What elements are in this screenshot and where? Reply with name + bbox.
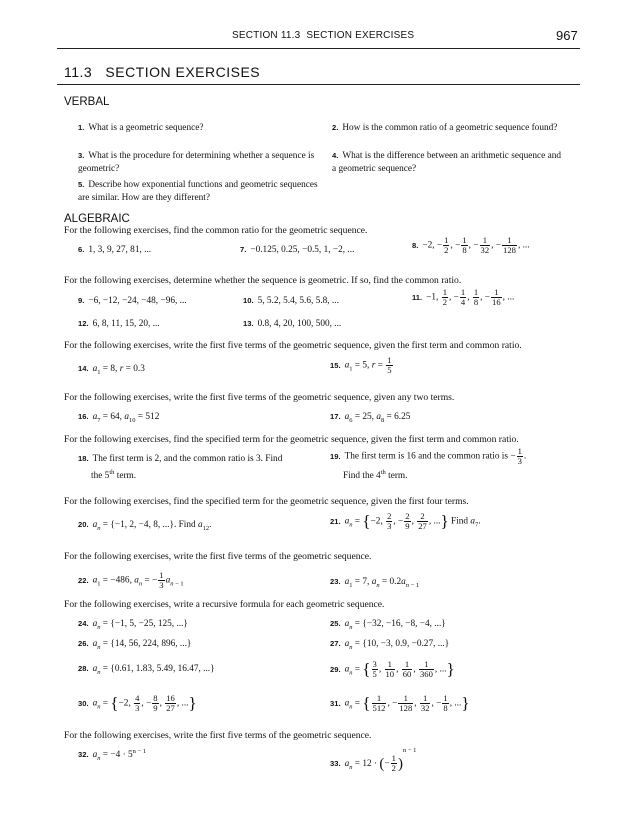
value-a10: 512 xyxy=(145,412,160,422)
exercise-number: 19. xyxy=(330,451,341,461)
value-a1: −486 xyxy=(110,575,130,586)
exercise-number: 22. xyxy=(78,575,89,585)
exercise-text: term. xyxy=(116,471,137,482)
exercise-number: 21. xyxy=(330,516,341,526)
running-head-title: SECTION EXERCISES xyxy=(306,30,415,41)
section-number: 11.3 xyxy=(64,64,93,80)
exercise-number: 5. xyxy=(78,180,85,189)
exercise-number: 11. xyxy=(412,292,423,302)
instruction-6: For the following exercises, find the specified term for the geometric sequence, given the first four terms. xyxy=(64,496,469,507)
term-index: 7 xyxy=(475,521,479,529)
coefficient: 0.2 xyxy=(389,577,402,587)
exercise-number: 10. xyxy=(243,296,254,305)
exercise-13 xyxy=(243,317,341,331)
exercise-10 xyxy=(243,294,339,308)
value-a6: 25 xyxy=(362,412,372,422)
exercise-27: 27. $a_n = \{10$, −3, 0.9, −0.27, ...} xyxy=(330,639,450,651)
exercise-26: 26. $a_n = \{14$, 56, 224, 896, ...} xyxy=(78,639,192,651)
instruction-4: For the following exercises, write the first five terms of the geometric sequence, given any two terms. xyxy=(64,392,455,403)
exercise-25: 25. $a_n = \{-32$, −16, −8, −4, ...} xyxy=(330,619,446,631)
exercise-text: The first term is 16 and the common ratio is xyxy=(344,451,508,462)
exercise-number: 12. xyxy=(78,319,89,328)
exercise-5 xyxy=(78,178,323,205)
exercise-text: How is the common ratio of a geometric sequence found? xyxy=(342,123,558,133)
exercise-29: 29. $a_n$ = { $\frac{3}{5}$ , $\frac{1}{10}$ , $\frac{1}{60}$ , $\frac{1}{360}$ , ...} xyxy=(330,659,455,679)
exercise-number: 9. xyxy=(78,296,85,305)
exercise-text: What is a geometric sequence? xyxy=(88,123,204,133)
exercise-number: 23. xyxy=(330,577,341,586)
verbal-heading: VERBAL xyxy=(64,96,110,108)
exercise-number: 8. xyxy=(412,240,419,250)
running-head-section: SECTION 11.3 xyxy=(232,30,301,41)
exercise-text: Find the 4 xyxy=(343,471,381,482)
exercise-text: 5, 5.2, 5.4, 5.6, 5.8, ... xyxy=(257,296,339,306)
exercise-number: 7. xyxy=(240,245,247,254)
exercise-text: 0.8, 4, 20, 100, 500, ... xyxy=(257,319,342,329)
exercise-20: 20. $a_n = \{-1$, 2, −4, 8, ...}. Find $a_{12}$. xyxy=(78,520,212,532)
exercise-8: 8. −2, − $\frac{1}{2}$ , − $\frac{1}{8}$ , − $\frac{1}{32}$ , − $\frac{1}{128}$ , ... xyxy=(412,235,530,255)
exercise-30: 30. $a_n = \{-2$, $\frac{4}{3}$ , − $\frac{8}{9}$ , $\frac{16}{27}$ , ...} xyxy=(78,693,197,713)
exercise-9 xyxy=(78,294,187,308)
exercise-31: 31. $a_n$ = { $\frac{1}{512}$ , − $\frac{1}{128}$ , $\frac{1}{32}$ , − $\frac{1}{8}$ , ...} xyxy=(330,693,470,713)
find-label: Find xyxy=(178,520,196,530)
exercise-text: the 5 xyxy=(91,471,110,482)
exercise-text: The first term is 2, and the common ratio is 3. Find xyxy=(92,454,283,464)
value-a1: 7 xyxy=(362,577,368,587)
term-index: 12 xyxy=(202,524,210,532)
exercise-28: 28. $a_n = \{0.61$, 1.83, 5.49, 16.47, ...} xyxy=(78,664,215,676)
exercise-number: 18. xyxy=(78,454,89,463)
exercise-23: 23. $a_1 = 7$, $a_n = 0.2a_{n - 1}$ xyxy=(330,577,420,589)
exercise-text: term. xyxy=(388,471,408,482)
exercise-3 xyxy=(78,149,318,176)
exercise-text: What is the procedure for determining whether a sequence is geometric? xyxy=(78,151,315,174)
exercise-33: 33. $a_n = 12$ · (− $\frac{1}{2}$ )$^{n - 1}$ xyxy=(330,747,417,774)
exercise-number: 31. xyxy=(330,698,341,708)
instruction-8: For the following exercises, write a recursive formula for each geometric sequence. xyxy=(64,599,385,610)
instruction-3: For the following exercises, write the first five terms of the geometric sequence, given the first term and common ratio. xyxy=(64,340,522,351)
exercise-4 xyxy=(332,149,562,176)
exercise-number: 27. xyxy=(330,639,341,648)
exercise-22: 22. $a_1 = -486$, $a_n$ = − $\frac{1}{3}$ $a_{n - 1}$ xyxy=(78,570,184,590)
exponent: n − 1 xyxy=(402,747,417,754)
exercise-11: 11. −1, $\frac{1}{2}$ , − $\frac{1}{4}$ , $\frac{1}{8}$ , − $\frac{1}{16}$ , ... xyxy=(412,287,515,307)
exercise-17: 17. $a_6 = 25$, $a_8 = 6.25$ xyxy=(330,412,411,424)
exercise-number: 28. xyxy=(78,664,89,673)
instruction-2: For the following exercises, determine whether the sequence is geometric. If so, find the common ratio. xyxy=(64,275,462,286)
value-a7: 64 xyxy=(110,412,120,422)
sequence-set: {−32, −16, −8, −4, ...} xyxy=(362,619,446,629)
section-title xyxy=(64,64,260,80)
instruction-1: For the following exercises, find the common ratio for the geometric sequence. xyxy=(64,225,368,236)
exercise-number: 32. xyxy=(78,750,89,760)
expression: 12 · xyxy=(362,759,378,769)
exercise-15: 15. $a_1 = 5$, r = $\frac{1}{5}$ xyxy=(330,355,392,375)
exercise-text: 6, 8, 11, 15, 20, ... xyxy=(92,319,160,329)
exercise-number: 20. xyxy=(78,520,89,529)
exponent: n − 1 xyxy=(132,748,147,755)
find-label: Find xyxy=(450,516,469,527)
value-a8: 6.25 xyxy=(394,412,411,422)
sequence-set: {14, 56, 224, 896, ...} xyxy=(110,639,192,649)
exercise-number: 30. xyxy=(78,698,89,708)
section-rule xyxy=(57,84,580,85)
exercise-number: 26. xyxy=(78,639,89,648)
value-a1: 5 xyxy=(362,360,368,371)
ordinal-suffix: th xyxy=(380,469,386,476)
exercise-text: Describe how exponential functions and geometric sequences are similar. How are they different? xyxy=(78,180,318,203)
instruction-5: For the following exercises, find the specified term for the geometric sequence, given the first term and common ratio. xyxy=(64,434,519,445)
sequence-set: {−1, 2, −4, 8, ...} xyxy=(110,520,174,530)
exercise-number: 4. xyxy=(332,151,339,160)
exercise-text: −6, −12, −24, −48, −96, ... xyxy=(88,296,187,306)
sequence-set: {10, −3, 0.9, −0.27, ...} xyxy=(362,639,450,649)
instruction-7: For the following exercises, write the first five terms of the geometric sequence. xyxy=(64,551,372,562)
top-rule xyxy=(57,48,580,49)
exercise-number: 25. xyxy=(330,619,341,628)
value-r: 0.3 xyxy=(133,364,145,374)
exercise-text: −0.125, 0.25, −0.5, 1, −2, ... xyxy=(250,245,355,255)
instruction-9: For the following exercises, write the first five terms of the geometric sequence. xyxy=(64,730,372,741)
exercise-number: 13. xyxy=(243,319,254,328)
exercise-2 xyxy=(332,121,572,135)
exercise-12 xyxy=(78,317,160,331)
algebraic-heading: ALGEBRAIC xyxy=(64,213,130,225)
exercise-6 xyxy=(78,243,151,257)
exercise-number: 14. xyxy=(78,364,89,373)
exercise-number: 33. xyxy=(330,759,341,768)
exercise-24: 24. $a_n = \{-1$, 5, −25, 125, ...} xyxy=(78,619,188,631)
exercise-text: 1, 3, 9, 27, 81, ... xyxy=(88,245,152,255)
exercise-number: 24. xyxy=(78,619,89,628)
exercise-number: 29. xyxy=(330,664,341,674)
exercise-number: 3. xyxy=(78,151,85,160)
exercise-7 xyxy=(240,243,354,257)
running-head xyxy=(232,30,414,41)
page-number: 967 xyxy=(556,28,578,43)
exercise-number: 6. xyxy=(78,245,85,254)
exercise-1 xyxy=(78,121,203,135)
sequence-set: {−1, 5, −25, 125, ...} xyxy=(110,619,188,629)
exercise-number: 15. xyxy=(330,360,341,370)
value-a1: 8 xyxy=(110,364,116,374)
exercise-21: 21. $a_n = \{-2$, $\frac{2}{3}$ , − $\frac{2}{9}$ , $\frac{2}{27}$ , ...} Find $a_7$. xyxy=(330,511,481,531)
exercise-32: 32. $a_n = -4 \cdot 5^{n - 1}$ xyxy=(78,748,147,762)
ordinal-suffix: th xyxy=(109,469,115,476)
sequence-set: {0.61, 1.83, 5.49, 16.47, ...} xyxy=(110,664,215,674)
exercise-19: 19. The first term is 16 and the common ratio is − $\frac{1}{3}$ . Find the 4th term. xyxy=(330,446,527,482)
exercise-18 xyxy=(78,452,282,483)
exercise-number: 2. xyxy=(332,123,339,132)
exercise-16: 16. $a_7 = 64$, $a_{10} = 512$ xyxy=(78,412,160,424)
exercise-text: What is the difference between an arithmetic sequence and a geometric sequence? xyxy=(332,151,562,174)
section-title-text: SECTION EXERCISES xyxy=(105,64,261,80)
exercise-number: 1. xyxy=(78,123,85,132)
exercise-number: 17. xyxy=(330,412,341,421)
exercise-14: 14. $a_1 = 8$, r = 0.3 xyxy=(78,364,145,376)
exercise-number: 16. xyxy=(78,412,89,421)
expression: −4 · 5 xyxy=(110,750,133,761)
